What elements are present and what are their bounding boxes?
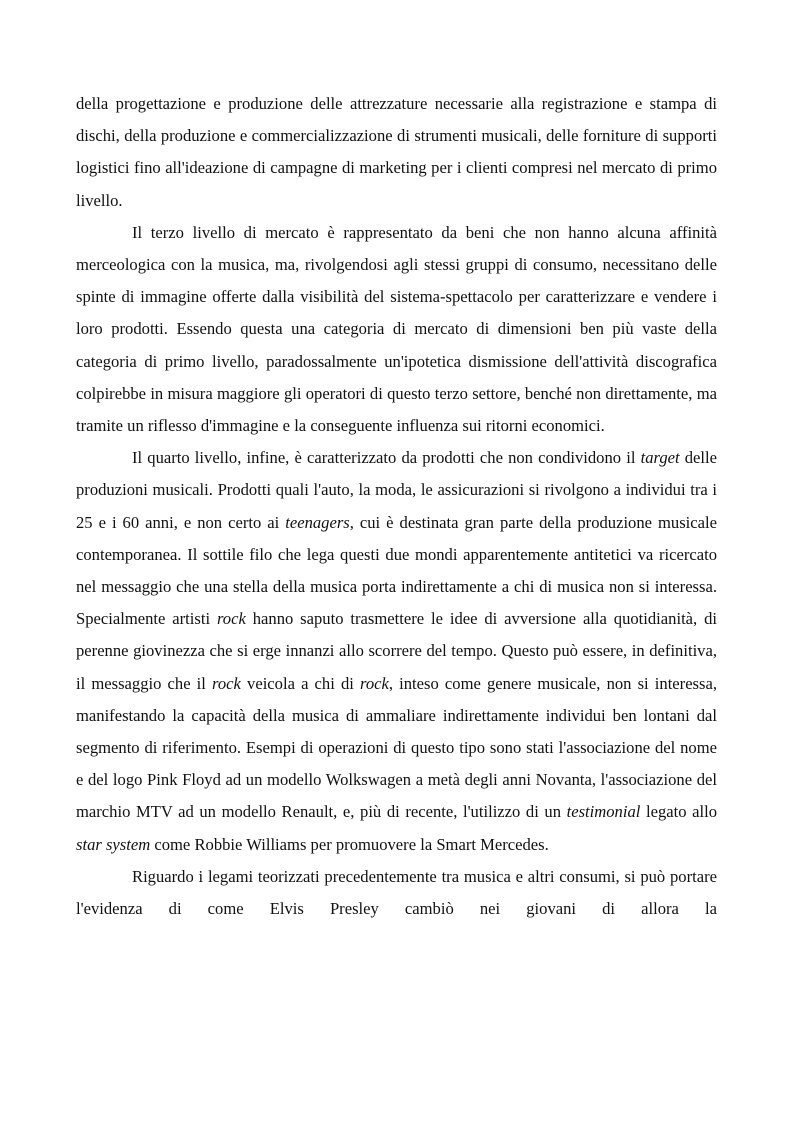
paragraph-text: delle produzioni musicali. Prodotti quali l'auto, la moda, le assicurazioni si rivolgono a individui tra i 25 e i 60 anni, e non certo ai: [76, 448, 717, 532]
paragraph-text: legato allo: [640, 802, 717, 822]
paragraph: [76, 88, 717, 217]
italic-term: target: [640, 448, 680, 468]
italic-term: rock: [360, 673, 389, 693]
paragraph-text: , cui è destinata gran parte della produzione musicale contemporanea. Il sottile filo che lega questi due mondi apparentemente antitetici va ricercato nel messaggio che una stella della musica porta indirettamente a chi di musica non si interessa. Specialmente artisti: [76, 512, 717, 629]
italic-term: rock: [212, 673, 241, 693]
paragraph-text: Il quarto livello, infine, è caratterizzato da prodotti che non condividono il: [132, 448, 641, 468]
paragraph-text: veicola a chi di: [240, 673, 360, 693]
italic-term: testimonial: [566, 802, 641, 822]
body-text: [76, 88, 717, 925]
paragraph-text: , inteso come genere musicale, non si interessa, manifestando la capacità della musica di ammaliare indirettamente individui ben lontani dal segmento di riferimento. Esempi di operazioni di questo tipo sono stati l'associazione del nome e del logo Pink Floyd ad un modello Wolkswagen a metà degli anni Novanta, l'associazione del marchio MTV ad un modello Renault, e, più di recente, l'utilizzo di un: [76, 673, 717, 822]
paragraph: [76, 217, 717, 442]
paragraph-text: hanno saputo trasmettere le idee di avversione alla quotidianità, di perenne giovinezza che si erge innanzi allo scorrere del tempo. Questo può essere, in definitiva, il messaggio che il: [76, 609, 717, 693]
paragraph: [76, 442, 717, 861]
paragraph-text: Riguardo i legami teorizzati precedentemente tra musica e altri consumi, si può portare l'evidenza di come Elvis Presley cambiò nei giovani di allora la: [76, 866, 717, 919]
italic-term: star system: [76, 834, 151, 854]
paragraph-text: Il terzo livello di mercato è rappresentato da beni che non hanno alcuna affinità merceologica con la musica, ma, rivolgendosi agli stessi gruppi di consumo, necessitano delle spinte di immagine offerte dalla visibilità del sistema-spettacolo per caratterizzare e vendere i loro prodotti. Essendo questa una categoria di mercato di dimensioni ben più vaste della categoria di primo livello, paradossalmente un'ipotetica dismissione dell'attività discografica colpirebbe in misura maggiore gli operatori di questo terzo settore, benché non direttamente, ma tramite un riflesso d'immagine e la conseguente influenza sui ritorni economici.: [76, 222, 717, 436]
paragraph-text: come Robbie Williams per promuovere la Smart Mercedes.: [150, 834, 549, 854]
paragraph-text: della progettazione e produzione delle attrezzature necessarie alla registrazione e stampa di dischi, della produzione e commercializzazione di strumenti musicali, delle forniture di supporti logistici fino all'ideazione di campagne di marketing per i clienti compresi nel mercato di primo livello.: [76, 94, 717, 210]
italic-term: rock: [216, 609, 246, 629]
italic-term: teenagers: [285, 512, 350, 532]
paragraph: [76, 861, 717, 925]
